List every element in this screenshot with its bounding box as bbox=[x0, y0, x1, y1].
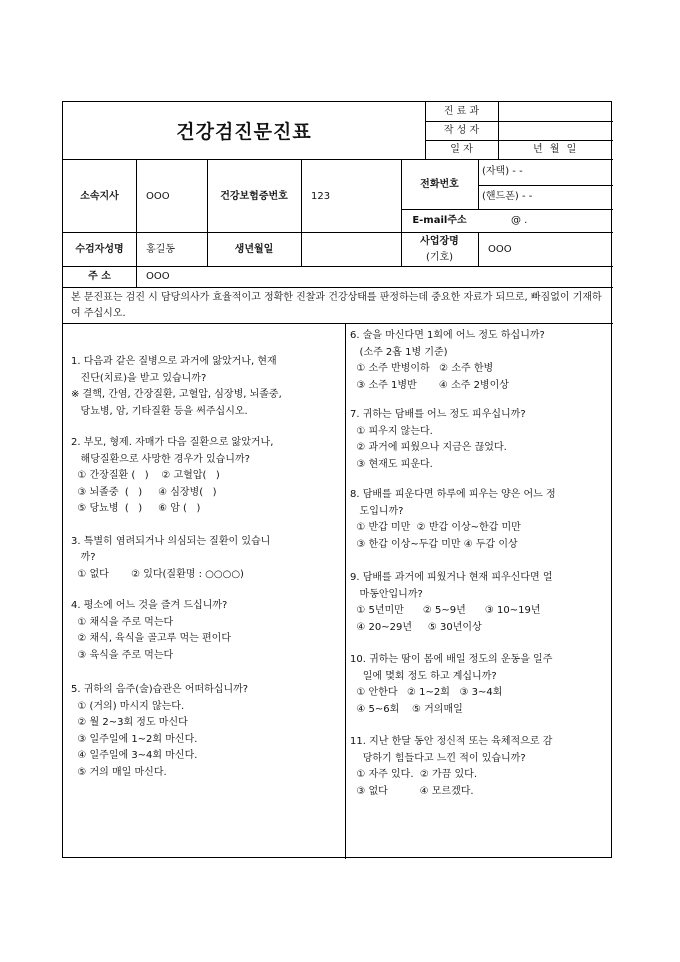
email-label: E-mail주소 bbox=[412, 215, 467, 226]
question-line: ④ 20~29년 ⑤ 30년이상 bbox=[350, 621, 482, 633]
question-line: ③ 없다 ④ 모르겠다. bbox=[350, 785, 474, 797]
question-block bbox=[71, 435, 341, 518]
dept-label: 진 료 과 bbox=[443, 106, 480, 117]
divider bbox=[425, 140, 613, 141]
question-text: 1. 다음과 같은 질병으로 과거에 앓았거나, 현재 bbox=[71, 356, 277, 367]
email-value: @ . bbox=[511, 215, 528, 226]
name-value: 홍길동 bbox=[146, 244, 175, 255]
question-line: ③ 뇌졸중 ( ) ④ 심장병( ) bbox=[71, 486, 217, 498]
divider bbox=[63, 266, 613, 267]
notice-text: 본 문진표는 검진 시 담당의사가 효율적이고 정확한 진찰과 건강상태를 판정하는데 중요한 자료가 되므로, 빠짐없이 기재하여 주십시오. bbox=[71, 292, 602, 319]
insurance-value: 123 bbox=[311, 191, 331, 202]
mobile-phone: (핸드폰) - - bbox=[482, 191, 533, 202]
phone-label: 전화번호 bbox=[420, 179, 459, 190]
question-block bbox=[350, 407, 610, 473]
question-line: 진단(치료)을 받고 있습니까? bbox=[71, 372, 207, 384]
question-line: ① 5년미만 ② 5~9년 ③ 10~19년 bbox=[350, 605, 541, 616]
divider bbox=[345, 323, 346, 859]
divider bbox=[136, 159, 137, 287]
question-line: ③ 한갑 이상~두갑 미만 ④ 두갑 이상 bbox=[350, 538, 518, 550]
question-line: ④ 5~6회 ⑤ 거의매일 bbox=[350, 703, 463, 715]
date-label: 일 자 bbox=[450, 144, 473, 155]
question-line: ① (거의) 마시지 않는다. bbox=[71, 700, 185, 712]
question-line: 마동안입니까? bbox=[350, 588, 423, 600]
divider bbox=[425, 121, 613, 122]
question-line: ⑤ 당뇨병 ( ) ⑥ 암 ( ) bbox=[71, 503, 201, 514]
question-block bbox=[71, 354, 341, 420]
insurance-label: 건강보험증번호 bbox=[220, 191, 288, 202]
question-line: ② 월 2~3회 정도 마신다 bbox=[71, 717, 188, 728]
question-block bbox=[71, 534, 341, 584]
divider bbox=[401, 159, 402, 266]
question-line: (소주 2홉 1병 기준) bbox=[350, 346, 448, 358]
date-value: 년 월 일 bbox=[533, 144, 577, 155]
birth-label: 생년월일 bbox=[234, 244, 274, 255]
question-text: 8. 담배를 피운다면 하루에 피우는 양은 어느 정 bbox=[350, 489, 556, 500]
divider bbox=[478, 185, 613, 186]
question-line: 일에 몇회 정도 하고 계십니까? bbox=[350, 670, 497, 682]
address-value: ООО bbox=[146, 271, 170, 282]
question-block bbox=[71, 598, 341, 664]
divider bbox=[301, 159, 302, 266]
question-line: ① 자주 있다. ② 가끔 있다. bbox=[350, 769, 477, 780]
question-line: ⑤ 거의 매일 마신다. bbox=[71, 766, 167, 778]
workplace-code: (기호) bbox=[425, 252, 454, 263]
question-line: ④ 일주일에 3~4회 마신다. bbox=[71, 750, 198, 761]
question-text: 11. 지난 한달 동안 정신적 또는 육체적으로 감 bbox=[350, 736, 553, 747]
question-block bbox=[350, 652, 610, 718]
divider bbox=[498, 102, 499, 159]
question-line: ① 없다 ② 있다(질환명 : ○○○○) bbox=[71, 568, 244, 580]
health-questionnaire-form bbox=[62, 101, 612, 858]
question-text: 3. 특별히 염려되거나 의심되는 질환이 있습니 bbox=[71, 535, 271, 547]
divider bbox=[478, 159, 479, 209]
divider bbox=[63, 287, 613, 288]
question-block bbox=[350, 734, 610, 800]
question-line: ③ 현재도 피운다. bbox=[350, 458, 433, 470]
question-line: ① 간장질환 ( ) ② 고혈압( ) bbox=[71, 470, 220, 481]
branch-value: ООО bbox=[146, 191, 170, 202]
divider bbox=[63, 159, 613, 160]
home-phone: (자택) - - bbox=[482, 166, 523, 177]
question-text: 7. 귀하는 담배를 어느 정도 피우십니까? bbox=[350, 409, 526, 420]
workplace-value: ООО bbox=[488, 244, 512, 255]
question-line: ※ 결핵, 간염, 간장질환, 고혈압, 심장병, 뇌졸중, bbox=[71, 389, 282, 400]
question-text: 9. 담배를 과거에 피웠거나 현재 피우신다면 얼 bbox=[350, 572, 553, 583]
writer-label: 작 성 자 bbox=[443, 125, 480, 136]
workplace-label: 사업장명 bbox=[420, 236, 459, 247]
question-line: ② 과거에 피웠으나 지금은 끊었다. bbox=[350, 442, 507, 453]
divider bbox=[63, 323, 613, 324]
question-line: ① 채식을 주로 먹는다 bbox=[71, 616, 174, 628]
question-line: ③ 일주일에 1~2회 마신다. bbox=[71, 733, 198, 745]
question-line: ③ 소주 1병반 ④ 소주 2병이상 bbox=[350, 379, 509, 391]
page-title: 건강검진문진표 bbox=[176, 121, 312, 143]
question-text: 2. 부모, 형제. 자매가 다음 질환으로 앓았거나, bbox=[71, 437, 274, 448]
divider bbox=[401, 209, 613, 210]
question-text: 6. 술을 마신다면 1회에 어느 정도 하십니까? bbox=[350, 330, 545, 341]
question-line: ② 채식, 육식을 골고루 먹는 편이다 bbox=[71, 633, 231, 644]
address-label: 주 소 bbox=[88, 271, 111, 282]
question-line: ③ 육식을 주로 먹는다 bbox=[71, 649, 174, 661]
question-line: ① 안한다 ② 1~2회 ③ 3~4회 bbox=[350, 687, 503, 698]
question-block bbox=[350, 328, 610, 394]
question-line: ① 소주 반병이하 ② 소주 한병 bbox=[350, 363, 494, 374]
branch-label: 소속지사 bbox=[80, 191, 119, 202]
question-block bbox=[71, 682, 341, 781]
right-question-column bbox=[350, 328, 610, 800]
divider bbox=[63, 232, 613, 233]
question-line: ① 반갑 미만 ② 반갑 이상~한갑 미만 bbox=[350, 522, 521, 533]
question-line: 까? bbox=[71, 552, 96, 563]
question-line: 당뇨병, 암, 기타질환 등을 써주십시오. bbox=[71, 405, 248, 417]
question-line: 해당질환으로 사망한 경우가 있습니까? bbox=[71, 453, 250, 465]
name-label: 수검자성명 bbox=[75, 244, 124, 255]
divider bbox=[478, 232, 479, 266]
question-text: 10. 귀하는 땀이 몸에 배일 정도의 운동을 일주 bbox=[350, 654, 553, 665]
question-line: 도입니까? bbox=[350, 505, 404, 517]
question-text: 4. 평소에 어느 것을 즐겨 드십니까? bbox=[71, 600, 228, 611]
question-line: 당하기 힘들다고 느낀 적이 있습니까? bbox=[350, 752, 526, 764]
left-question-column bbox=[71, 354, 341, 781]
question-block bbox=[350, 570, 610, 636]
question-line: ① 피우지 않는다. bbox=[350, 425, 433, 437]
question-block bbox=[350, 487, 610, 553]
question-text: 5. 귀하의 음주(술)습관은 어떠하십니까? bbox=[71, 684, 249, 695]
